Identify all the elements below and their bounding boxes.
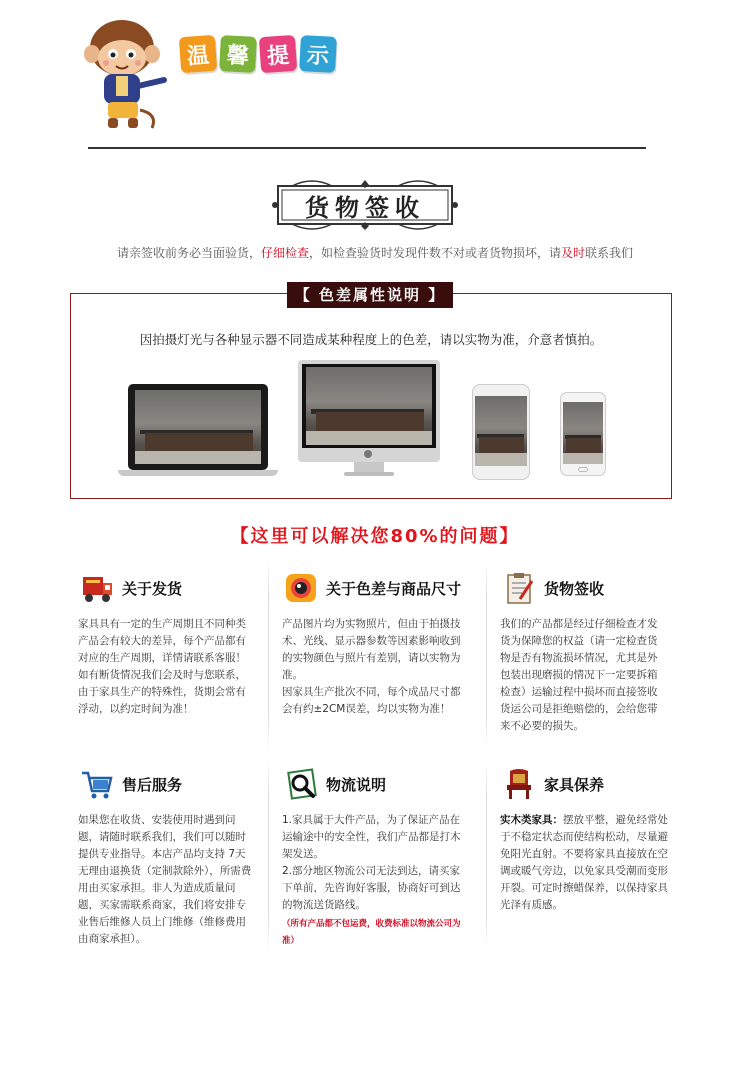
color-size-card [282,568,474,718]
chair-icon [500,765,538,803]
card-body [500,812,672,914]
title-char: 提 [259,35,297,73]
phone-device [472,384,530,480]
camera-icon [282,569,320,607]
card-body: 我们的产品都是经过仔细检查才发货为保障您的权益（请一定检查货物是否有物流损坏情况，尤其是外包装出现磨损的情况下一定要拆箱检查）运输过程中损坏而直接签收货运公司是拒绝赔偿的，会给您带来不必要的损失。 [500,618,658,732]
clipboard-icon [500,569,538,607]
title-char: 温 [179,35,217,73]
color-difference-description: 因拍摄灯光与各种显示器不同造成某种程度上的色差，请以实物为准，介意者慎拍。 [139,332,603,347]
phone-device [560,392,606,476]
title-char: 示 [299,35,337,73]
card-body: 如果您在收货、安装使用时遇到问题，请随时联系我们，我们可以随时提供专业指导。本店产品均支持 7天无理由退换货（定制款除外），所需费用由买家承担。非人为造成质量问题，买家需联系商家，我们将安排专业售后维修人员上门维修（维修费用由商家承担）。 [78,814,252,945]
solve-banner: 【这里可以解决您80%的问题】 [230,526,520,547]
warm-tips-title [180,36,336,72]
intro-text: 请亲签收前务必当面验货， [116,246,261,260]
card-title: 售后服务 [122,775,183,794]
intro-text: 联系我们 [585,246,634,260]
receipt-card [500,568,670,735]
intro-highlight: 仔细检查 [260,246,309,260]
shipping-fee-note: （所有产品都不包运费，收费标准以物流公司为准） [282,919,461,946]
shopping-cart-icon [78,765,116,803]
column-divider [268,560,269,750]
card-body [282,812,474,950]
card-title: 关于色差与商品尺寸 [326,579,462,598]
column-divider [268,760,269,950]
card-paragraph: 产品图片均为实物照片，但由于拍摄技术、光线、显示器参数等因素影响收到的实物颜色与照片有差别，请以实物为准。 [282,618,461,681]
shipping-card [78,568,258,718]
card-body: 家具具有一定的生产周期且不同种类产品会有较大的差异，每个产品都有对应的生产周期，详情请联系客服！如有断货情况我们会及时与您联系，由于家具生产的特殊性，货期会常有浮动，以约定时间为准！ [78,618,246,715]
apple-logo-icon [364,450,372,458]
header-divider [88,147,646,149]
intro-highlight: 及时 [561,246,586,260]
card-paragraph: 因家具生产批次不同，每个成品尺寸都会有约±2CM误差，均以实物为准！ [282,686,461,715]
truck-icon [78,569,116,607]
card-title: 家具保养 [544,775,605,794]
card-title: 物流说明 [326,775,387,794]
after-sales-card [78,764,258,948]
monkey-mascot-icon [78,14,170,134]
laptop-device [118,384,278,478]
title-char: 馨 [219,35,257,73]
card-paragraph: 摆放平整，避免经常处于不稳定状态而使结构松动，尽量避免阳光直射。不要将家具直接放在空调或暖气旁边，以免家具受潮而变形开裂。可定时擦蜡保养，以保持家具光泽有质感。 [500,814,668,911]
intro-text: ，如检查验货时发现件数不对或者货物损坏，请 [308,246,561,260]
logistics-card [282,764,474,950]
card-subheading: 实木类家具： [500,814,563,826]
delivery-intro [0,244,750,261]
column-divider [486,760,487,950]
maintenance-card [500,764,672,914]
card-paragraph: 2.部分地区物流公司无法到达，请买家下单前，先咨询好客服，协商好可到达的物流送货路线。 [282,865,461,911]
color-difference-tag: 【 色差属性说明 】 [287,282,453,308]
magnifier-icon [282,765,320,803]
card-paragraph: 1.家具属于大件产品，为了保证产品在运输途中的安全性，我们产品都是打木架发送。 [282,814,461,860]
delivery-heading: 货物签收 [305,194,425,222]
card-title: 货物签收 [544,579,605,598]
desktop-monitor-device [298,360,440,478]
column-divider [486,560,487,750]
card-body [282,616,474,718]
card-title: 关于发货 [122,579,183,598]
